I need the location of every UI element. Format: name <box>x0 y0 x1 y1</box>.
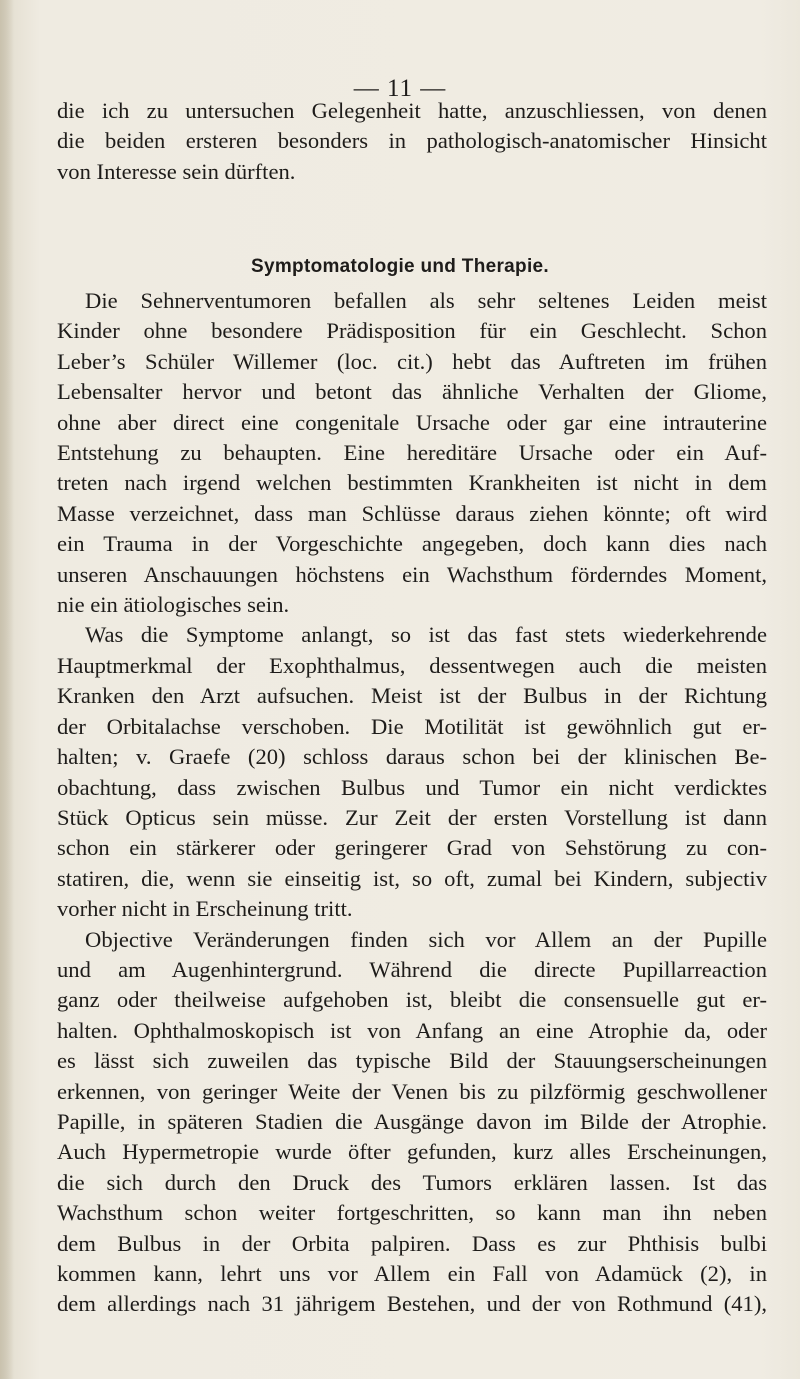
page-number: — 11 — <box>353 75 447 102</box>
text-line: der Orbitalachse verschoben. Die Motilität ist gewöhnlich gut er- <box>57 713 767 739</box>
text-line: Objective Veränderungen finden sich vor Allem an der Pupille <box>85 926 767 952</box>
text-line: nie ein ätiologisches sein. <box>57 592 290 618</box>
text-line: Papille, in späteren Stadien die Ausgänge davon im Bilde der Atrophie. <box>57 1108 767 1134</box>
text-line: erkennen, von geringer Weite der Venen bis zu pilzförmig geschwollener <box>57 1078 767 1104</box>
section-heading: Symptomatologie und Therapie. <box>251 256 549 277</box>
text-line: die ich zu untersuchen Gelegenheit hatte, anzuschliessen, von denen <box>57 98 767 123</box>
text-line: Hauptmerkmal der Exophthalmus, dessentwegen auch die meisten <box>57 652 767 678</box>
text-line: die sich durch den Druck des Tumors erklären lassen. Ist das <box>57 1169 767 1195</box>
text-line: Entstehung zu behaupten. Eine hereditäre Ursache oder ein Auf- <box>57 440 767 466</box>
text-line: die beiden ersteren besonders in pathologisch-anatomischer Hinsicht <box>57 128 767 154</box>
text-line: statiren, die, wenn sie einseitig ist, so oft, zumal bei Kindern, subjectiv <box>57 865 767 891</box>
text-line: dem allerdings nach 31 jährigem Bestehen, und der von Rothmund (41), <box>57 1291 767 1317</box>
text-line: treten nach irgend welchen bestimmten Krankheiten ist nicht in dem <box>57 470 767 496</box>
text-line: es lässt sich zuweilen das typische Bild der Stauungserscheinungen <box>57 1048 767 1074</box>
text-line: von Interesse sein dürften. <box>57 158 296 184</box>
text-line: Die Sehnerventumoren befallen als sehr seltenes Leiden meist <box>85 288 767 313</box>
text-line: Leber’s Schüler Willemer (loc. cit.) hebt das Auftreten im frühen <box>57 348 767 374</box>
text-line: Stück Opticus sein müsse. Zur Zeit der ersten Vorstellung ist dann <box>57 804 767 830</box>
intro-paragraph <box>57 96 767 187</box>
text-line: kommen kann, lehrt uns vor Allem ein Fall von Adamück (2), in <box>57 1261 767 1286</box>
text-line: halten. Ophthalmoskopisch ist von Anfang an eine Atrophie da, oder <box>57 1017 767 1043</box>
text-line: halten; v. Graefe (20) schloss daraus schon bei der klinischen Be- <box>57 744 767 770</box>
text-line: dem Bulbus in der Orbita palpiren. Dass es zur Phthisis bulbi <box>57 1230 767 1256</box>
text-line: und am Augenhintergrund. Während die directe Pupillarreaction <box>57 956 767 982</box>
text-line: Wachsthum schon weiter fortgeschritten, so kann man ihn neben <box>57 1200 767 1226</box>
text-line: vorher nicht in Erscheinung tritt. <box>57 896 353 922</box>
text-line: unseren Anschauungen höchstens ein Wachsthum förderndes Moment, <box>57 561 767 587</box>
section-body <box>57 286 767 1320</box>
text-line: Lebensalter hervor und betont das ähnliche Verhalten der Gliome, <box>57 379 767 405</box>
text-line: Kinder ohne besondere Prädisposition für ein Geschlecht. Schon <box>57 318 767 344</box>
text-line: ganz oder theilweise aufgehoben ist, bleibt die consensuelle gut er- <box>57 987 767 1013</box>
book-gutter-shadow <box>0 0 14 1379</box>
text-line: schon ein stärkerer oder geringerer Grad von Sehstörung zu con- <box>57 835 767 861</box>
text-line: Auch Hypermetropie wurde öfter gefunden, kurz alles Erscheinungen, <box>57 1139 767 1165</box>
text-line: ein Trauma in der Vorgeschichte angegeben, doch kann dies nach <box>57 531 767 557</box>
text-line: Was die Symptome anlangt, so ist das fast stets wiederkehrende <box>85 622 767 648</box>
text-line: obachtung, dass zwischen Bulbus und Tumor ein nicht verdicktes <box>57 774 767 800</box>
text-line: Masse verzeichnet, dass man Schlüsse daraus ziehen könnte; oft wird <box>57 500 767 526</box>
text-line: Kranken den Arzt aufsuchen. Meist ist der Bulbus in der Richtung <box>57 683 767 709</box>
text-line: ohne aber direct eine congenitale Ursache oder gar eine intrauterine <box>57 409 767 435</box>
